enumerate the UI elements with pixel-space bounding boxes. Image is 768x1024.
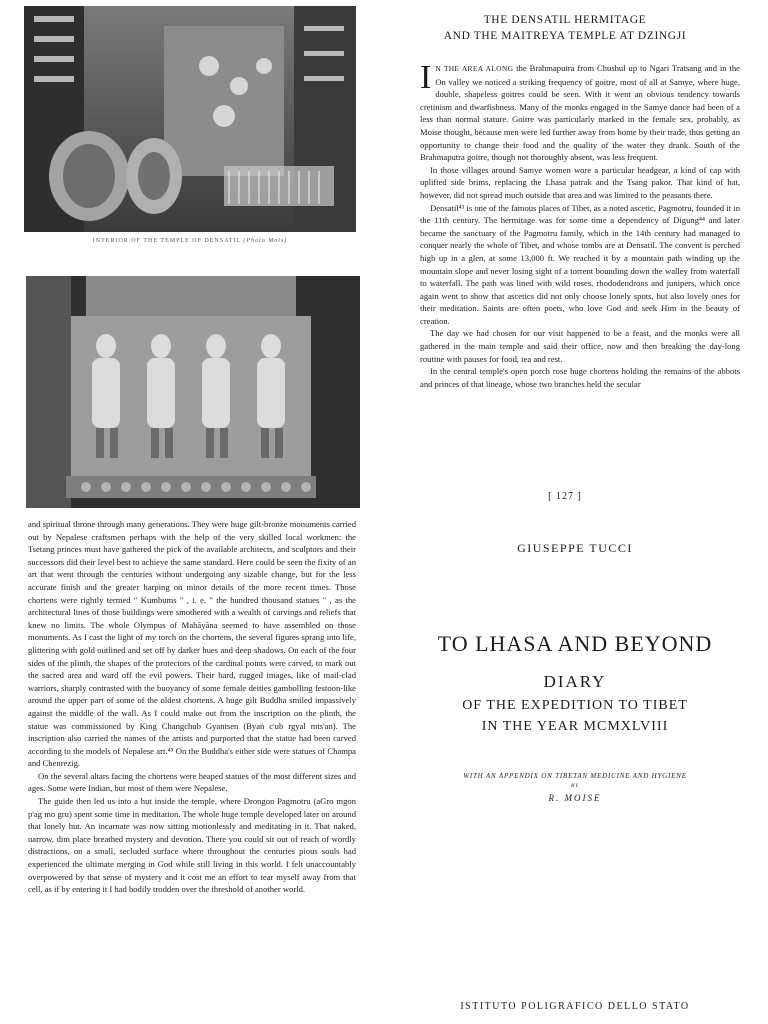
coauthor-name: R. MOISE (548, 793, 602, 803)
chapter-title (390, 12, 740, 44)
photo-caption (24, 238, 356, 244)
by-label: BY (571, 784, 579, 789)
page-number: [ 127 ] (548, 491, 582, 502)
publisher-name: ISTITUTO POLIGRAFICO DELLO STATO (460, 1001, 690, 1012)
chapter-title-line1: THE DENSATIL HERMITAGE (483, 14, 647, 26)
paragraph: In the central temple's open porch rose huge chortens holding the remains of the abbots and princes of that lineage, whose two branches held the secular (420, 366, 740, 389)
relief-panel-photo (26, 276, 360, 508)
paragraph: In those villages around Samye women wore a particular headgear, a kind of cap with uplifted side brims, replacing the Lhasa patrak and the Tsang pakor. That kind of hat, however, did not spread much outside that area and was limited to the peasants there. (420, 164, 740, 200)
temple-interior-illustration (24, 6, 356, 232)
right-column-text (420, 59, 740, 390)
paragraph-rest: the Brahmaputra from Chushul up to Ngari Tratsang and in the On valley we noticed a striking frequency of goitre, most of all at Samye, where huge, double, shapeless goitres could be seen. With it went an obvious tendency towards cretinism and dwarfishness. Many of the monks engaged in the Samye dance had been of a less than normal stature. Goitre was particularly marked in the female sex, probably, as Moise thought, because men were led further away from home by their trade, thus getting an opportunity to change their food and the quality of the water they drank. South of the Brahmaputra goitre, though not thoroughly absent, was less frequent. (420, 63, 740, 163)
appendix-note: WITH AN APPENDIX ON TIBETAN MEDICINE AND HYGIENE (463, 772, 687, 780)
subtitle-line2: IN THE YEAR MCMXLVIII (481, 719, 669, 734)
paragraph: The day we had chosen for our visit happened to be a feast, and the monks were all gathered in the main temple and said their office, now and then breaking the day-long routine with pauses for food, tea and rest. (420, 328, 740, 364)
paragraph: Densatil⁴³ is one of the famous places of Tibet, as a noted ascetic, Pagmotru, founded it in the 11th century. The hermitage was for some time a dependency of Digung⁴⁴ and later became the sanctuary of the Pagmotru family, which in the 14th century had managed to conquer nearly the whole of Tibet, and whose tombs are at Densatil. The convent is perched high up in a glen, at some 13,000 ft. We reached it by a mountain path winding up the mountain slope and never losing sight of a torrent bounding down the walley from waterfall to waterfall. The path was lined with wild roses, rhododendrons and junipers, which once again went to show that ascetics did not only choose lonely spots, but also lovely ones for their meditation. Saints are often poets, who love God and seek Him in the beauty of creation. (420, 202, 740, 326)
temple-interior-photo (24, 6, 356, 232)
caption-text: INTERIOR OF THE TEMPLE OF DENSATIL (92, 238, 241, 244)
book-title: TO LHASA AND BEYOND (437, 631, 713, 656)
drop-cap: I (420, 59, 432, 96)
relief-panel-illustration (26, 276, 360, 508)
book-diary-label: DIARY (543, 672, 607, 691)
left-column-text (28, 518, 356, 896)
paragraph: and spiritual throne through many generations. They were huge gilt-bronze monuments carried out by Nepalese craftsmen perhaps with the help of the very skilled local workmen: the Tsetang princes must have gathered the pick of the available architects, and sculptors and their successors did their level best to achieve the same standard. Here could be seen the fixity of an art that went through the centuries without undergoing any sizable change, but for the less accurate finish and the greater harping on minor details of the more recent times. Those chortens were rightly termed " Kumbums " , i. e. " the hundred thousand statues " , as the architectural lines of those buildings were smothered with a wealth of carvings and reliefs that knew no limits. The whole Olympus of Mahāyāna seemed to have assembled on those monuments. As I cast the light of my torch on the chortens, the several figures sprang into life, glittering with gold outlined and set off by darker hues and deep shadows. On each of the four sides of the plinth, the shapes of the protectors of the cardinal points were carved, to mark out the sacred area and ward off the evil powers. Their hard, rugged images, like of mail-clad warriors, sharply contrasted with the buoyancy of some female deities gambolling festoon-like around the upper part of some of the oldest chortens. A huge gilt Buddha smiled impassively against the middle of the wall. As I could make out from the inscription on the plinth, the statue was commissioned by King Changchub Gyantsen (Byaṅ c'ub rgyal mts'an). The inscription also carried the names of the artists and purported that the statue had been carved according to the models of Nepalese art.⁴⁵ On the Buddha's either side were statues of Champa and Chenrezig. (28, 519, 356, 769)
author-name: GIUSEPPE TUCCI (517, 541, 633, 555)
paragraph (420, 59, 740, 164)
subtitle-line1: OF THE EXPEDITION TO TIBET (462, 698, 688, 713)
chapter-title-line2: AND THE MAITREYA TEMPLE AT DZINGJI (443, 30, 687, 42)
caption-credit: (Photo Moïs) (243, 238, 288, 244)
paragraph: The guide then led us into a hut inside the temple, where Drongon Pagmotru (aGro mgon p'ag mo gru) spent some time in meditation. The whole huge temple developed later on around that lonely hut. An incarnate was now sitting motionlessly and meditating in it. That naked, narrow, dim place breathed mystery and devotion. There you could sit out of reach of wordly distractions, on a small, secluded surface where throughout the centuries pious souls had experienced the ultimate merging in God while still living in this world. I felt unaccountably overpowered by that sense of mystery and it cost me an effort to tear myself away from that cell, as if by entering it I had bodily trodden over the threshold of another world. (28, 796, 356, 895)
paragraph: On the several altars facing the chortens were heaped statues of the most different sizes and ages. Some were Indian, but most of them were Nepalese. (28, 770, 356, 794)
lead-smallcaps: N THE AREA ALONG (435, 64, 514, 73)
